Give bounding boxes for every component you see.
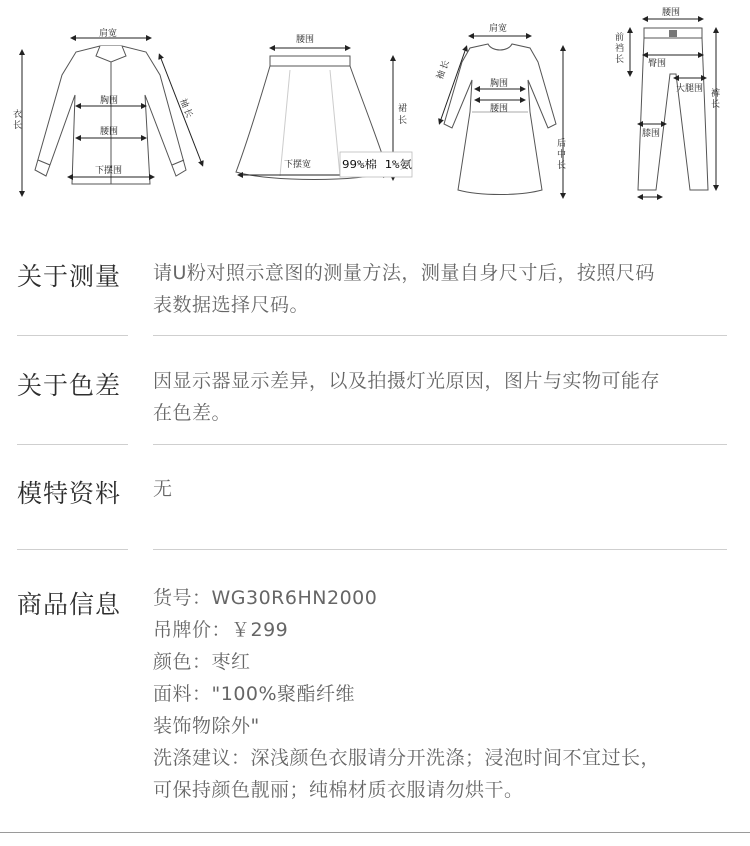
pants-length-char-1: 裤 <box>711 89 721 99</box>
product-sku: 货号：WG30R6HN2000 <box>153 587 378 609</box>
skirt-length-char-1: 裙 <box>398 104 408 114</box>
dress-sleeve-char-1: 袖 <box>435 69 448 82</box>
shirt-chest-label: 胸围 <box>100 96 119 106</box>
color-difference-line-2: 在色差。 <box>153 402 232 424</box>
section-body-color-difference <box>153 365 738 429</box>
model-info-line-1: 无 <box>153 478 173 500</box>
skirt-waist-label: 腰围 <box>296 35 315 45</box>
dress-length-char-3: 长 <box>557 161 567 171</box>
dress-length-char-1: 后 <box>557 139 567 149</box>
divider-left <box>17 549 128 550</box>
pants-diagram <box>638 28 708 190</box>
section-body-measurement <box>153 257 738 321</box>
shirt-diagram <box>35 46 186 184</box>
divider-right <box>153 444 727 445</box>
shirt-sleeve-char-2: 长 <box>181 107 194 120</box>
dress-chest-label: 胸围 <box>490 79 509 89</box>
product-fabric-note: 装饰物除外" <box>153 715 260 737</box>
pants-waist-label: 腰围 <box>662 8 681 18</box>
dress-length-char-2: 中 <box>557 150 567 160</box>
shirt-sleeve-char-1: 袖 <box>177 97 190 110</box>
measurement-line-1: 请U粉对照示意图的测量方法，测量自身尺寸后，按照尺码 <box>153 262 655 284</box>
shirt-shoulder-label: 肩宽 <box>99 29 118 39</box>
bottom-divider <box>0 832 750 833</box>
pants-rise-char-2: 裆 <box>615 44 625 54</box>
section-title-product-info: 商品信息 <box>17 590 122 619</box>
section-body-product-info <box>153 582 738 806</box>
pants-rise-char-1: 前 <box>615 33 625 43</box>
fabric-note-text: 99%棉 1%氨 <box>342 158 404 171</box>
pants-rise-char-3: 长 <box>615 55 625 65</box>
shirt-length-char-1: 衣 <box>13 110 23 120</box>
dress-diagram <box>444 44 556 195</box>
pants-length-char-2: 长 <box>711 100 721 110</box>
product-fabric: 面料："100%聚酯纤维 <box>153 683 356 705</box>
skirt-length-char-2: 长 <box>398 116 408 126</box>
dress-waist-label: 腰围 <box>490 104 509 114</box>
skirt-hem-label: 下摆宽 <box>284 160 312 170</box>
product-color: 颜色：枣红 <box>153 651 251 673</box>
product-wash-advice-1: 洗涤建议：深浅颜色衣服请分开洗涤；浸泡时间不宜过长， <box>153 747 661 769</box>
dress-shoulder-label: 肩宽 <box>489 24 508 34</box>
measurement-line-2: 表数据选择尺码。 <box>153 294 310 316</box>
divider-right <box>153 335 727 336</box>
product-wash-advice-2: 可保持颜色靓丽；纯棉材质衣服请勿烘干。 <box>153 779 524 801</box>
pants-knee-label: 膝围 <box>642 129 661 139</box>
product-tag-price: 吊牌价：￥299 <box>153 619 289 641</box>
pants-hip-label: 臀围 <box>648 59 667 69</box>
section-title-measurement: 关于测量 <box>17 262 122 291</box>
divider-left <box>17 444 128 445</box>
color-difference-line-1: 因显示器显示差异，以及拍摄灯光原因，图片与实物可能存 <box>153 370 661 392</box>
shirt-waist-label: 腰围 <box>100 127 119 137</box>
divider-left <box>17 335 128 336</box>
section-title-model-info: 模特资料 <box>17 479 122 508</box>
measurement-diagram <box>0 0 750 210</box>
shirt-hem-label: 下摆围 <box>95 166 123 176</box>
section-body-model-info <box>153 473 738 505</box>
shirt-length-char-2: 长 <box>13 121 23 131</box>
pants-thigh-label: 大腿围 <box>676 84 704 94</box>
divider-right <box>153 549 727 550</box>
section-title-color-difference: 关于色差 <box>17 371 122 400</box>
dress-sleeve-char-2: 长 <box>439 59 452 72</box>
